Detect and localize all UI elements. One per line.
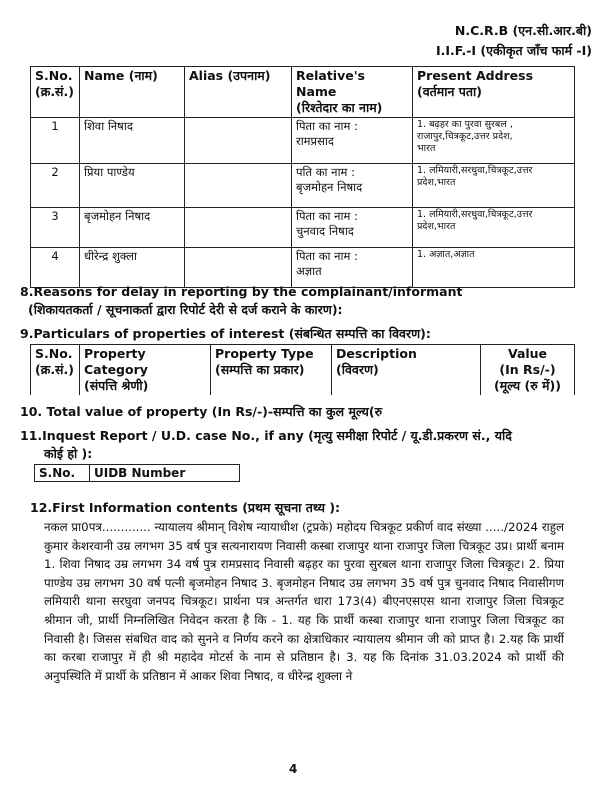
section-11-title: 11.Inquest Report / U.D. case No., if any (मृत्यु समीक्षा रिपोर्ट / यू.डी.प्रकरण सं., यदि: [20, 428, 512, 443]
row-sno: 1: [31, 118, 80, 164]
col-category: Property Category (संपत्ति श्रेणी): [80, 345, 211, 396]
col-address: Present Address (वर्तमान पता): [413, 67, 575, 118]
uidb-table-header: [35, 465, 240, 482]
table-row: [31, 208, 575, 248]
col-sno: S.No.: [35, 465, 90, 482]
table-row: [31, 248, 575, 288]
col-alias: Alias (उपनाम): [185, 67, 292, 118]
accused-table-header: [31, 67, 575, 118]
col-sno: S.No. (क्र.सं.): [31, 67, 80, 118]
page-number: 4: [289, 762, 298, 776]
section-8-title: 8.Reasons for delay in reporting by the complainant/informant: [20, 284, 463, 299]
section-8-subtitle: (शिकायतकर्ता / सूचनाकर्ता द्वारा रिपोर्ट देरी से दर्ज कराने के कारण):: [28, 302, 343, 317]
property-table: [30, 344, 575, 395]
col-description: Description (विवरण): [332, 345, 481, 396]
col-relative: Relative's Name (रिश्तेदार का नाम): [292, 67, 413, 118]
row-name: धीरेन्द्र शुक्ला: [80, 248, 185, 288]
section-9-title: 9.Particulars of properties of interest (संबन्धित सम्पत्ति का विवरण):: [20, 326, 431, 341]
row-sno: 2: [31, 164, 80, 208]
row-sno: 3: [31, 208, 80, 248]
row-relative: पिता का नाम : चुनवाद निषाद: [292, 208, 413, 248]
row-relative: पिता का नाम : रामप्रसाद: [292, 118, 413, 164]
row-alias: [185, 164, 292, 208]
col-value: Value (In Rs/-) (मूल्य (रु में)): [481, 345, 575, 396]
property-table-header: [31, 345, 575, 396]
row-address: 1. लमियारी,सरधुवा,चित्रकूट,उत्तर प्रदेश,भारत: [413, 208, 575, 248]
ncrb-header: N.C.R.B (एन.सी.आर.बी): [454, 23, 592, 38]
table-row: [31, 164, 575, 208]
row-name: प्रिया पाण्डेय: [80, 164, 185, 208]
table-row: [31, 118, 575, 164]
row-alias: [185, 208, 292, 248]
col-uidb-number: UIDB Number: [90, 465, 240, 482]
section-10-title: 10. Total value of property (In Rs/-)-सम्पत्ति का कुल मूल्य(रु: [20, 404, 383, 419]
row-address: 1. अज्ञात,अज्ञात: [413, 248, 575, 288]
accused-table: [30, 66, 575, 288]
row-relative: पति का नाम : बृजमोहन निषाद: [292, 164, 413, 208]
col-sno: S.No. (क्र.सं.): [31, 345, 80, 396]
col-name: Name (नाम): [80, 67, 185, 118]
first-information-text: नकल प्रा0पत्र............. न्यायालय श्रीमान् विशेष न्यायाधीश (ट्रप्रके) महोदय चित्रकूट प्रकीर्ण वाद संख्या ...../2024 राहुल कुमार केशरवानी उम्र लगभग 35 वर्ष पुत्र सत्यनारायण निवासी कस्बा राजापुर थाना राजापुर जिला चित्रकूट उप्र। प्रार्थी बनाम 1. शिवा निषाद उम्र लगभग 34 वर्ष पुत्र रामप्रसाद निवासी बढ़हर का पुरवा सुरबल थाना राजापुर जिला चित्रकूट। 2. प्रिया पाण्डेय उम्र लगभग 30 वर्ष पत्नी बृजमोहन निषाद 3. बृजमोहन निषाद उम्र लगभग 35 वर्ष पुत्र चुनवाद निषाद निवासीगण लमियारी थाना सरघुवा जनपद चित्रकूट। प्रार्थना पत्र अन्तर्गत धारा 173(4) बीएनएसएस थाना राजापुर जिला चित्रकूट श्रीमान जी, प्रार्थी निम्नलिखित निवेदन करता है कि - 1. यह कि प्रार्थी कस्बा राजापुर थाना राजापुर जिला चित्रकूट का निवासी है। जिसस संबधित वाद को सुनने व निर्णय करने का क्षेत्राधिकार न्यायालय श्रीमान जी को प्राप्त है। 2.यह कि प्रार्थी का करबा राजापुर में ही श्री महादेव मोटर्स के नाम से प्रतिष्ठान है। 3. यह कि दिनांक 31.03.2024 को प्रार्थी की अनुपस्थिति में प्रार्थी के प्रतिष्ठान में आकर शिवा निषाद, व धीरेन्द्र शुक्ला ने: [44, 520, 564, 683]
section-12-title: 12.First Information contents (प्रथम सूचना तथ्य ):: [30, 500, 341, 515]
row-name: शिवा निषाद: [80, 118, 185, 164]
section-11-subtitle: कोई हो ):: [44, 446, 93, 461]
row-relative: पिता का नाम : अज्ञात: [292, 248, 413, 288]
uidb-table: [34, 464, 240, 482]
row-alias: [185, 248, 292, 288]
form-header: I.I.F.-I (एकीकृत जाँच फार्म -I): [435, 43, 592, 58]
row-alias: [185, 118, 292, 164]
row-address: 1. लमियारी,सरधुवा,चित्रकूट,उत्तर प्रदेश,भारत: [413, 164, 575, 208]
row-sno: 4: [31, 248, 80, 288]
row-name: बृजमोहन निषाद: [80, 208, 185, 248]
row-address: 1. बढ़हर का पुरवा सुरबल , राजापुर,चित्रकूट,उत्तर प्रदेश, भारत: [413, 118, 575, 164]
col-type: Property Type (सम्पत्ति का प्रकार): [211, 345, 332, 396]
